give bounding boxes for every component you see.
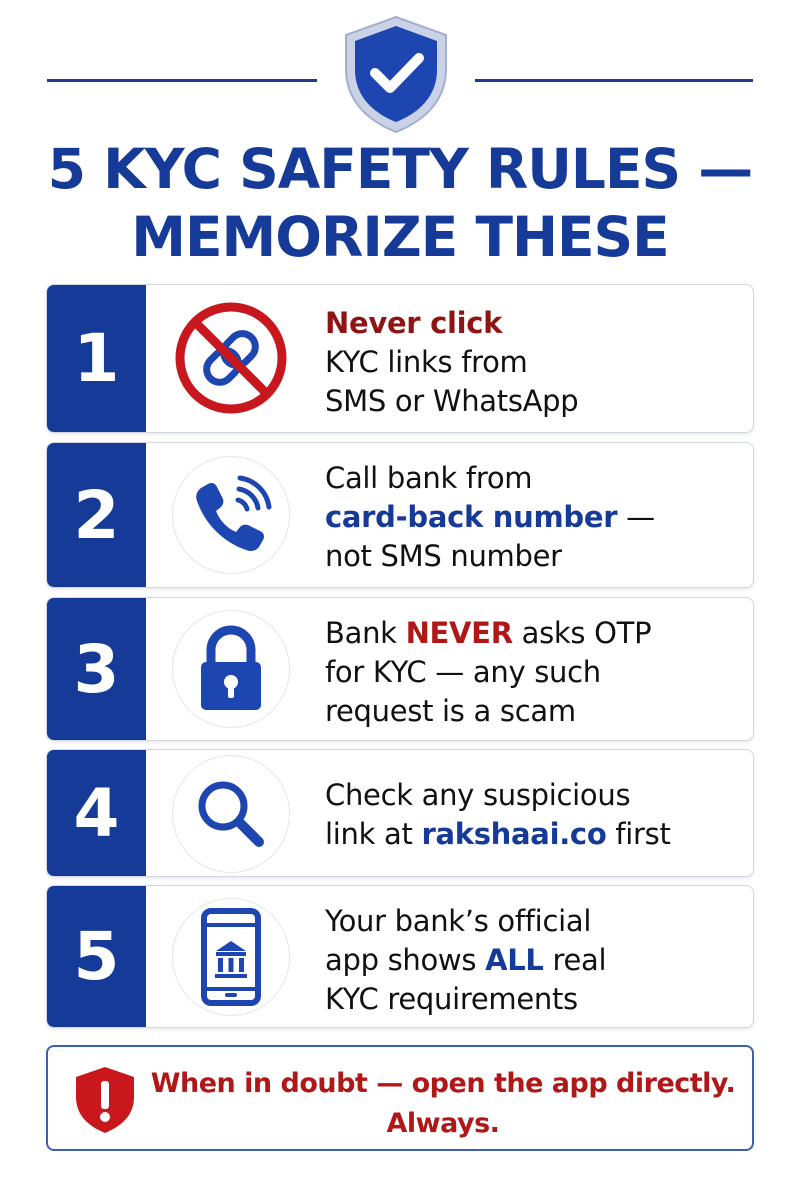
rule-text: [325, 459, 655, 576]
rule-text: [325, 304, 578, 421]
no-link-icon: [172, 299, 290, 417]
rule-line-suffix: real: [543, 943, 607, 977]
footer-line-2: Always.: [386, 1108, 500, 1139]
page-title-line-2: MEMORIZE THESE: [131, 205, 669, 269]
rule-card-3: [46, 597, 754, 741]
rule-highlight: ALL: [485, 943, 544, 977]
rule-text: [325, 776, 671, 854]
rule-line-prefix: Bank: [325, 616, 406, 650]
rule-number-badge: [47, 750, 146, 876]
rule-line: for KYC — any such: [325, 655, 601, 689]
header-divider-right: [475, 79, 753, 82]
rule-line: SMS or WhatsApp: [325, 384, 579, 418]
footer-warning-box: [46, 1045, 754, 1151]
rule-line-suffix: —: [617, 500, 655, 534]
rule-line-prefix: link at: [325, 817, 422, 851]
shield-check-icon: [338, 13, 454, 135]
padlock-icon: [172, 610, 290, 728]
rule-link-text: rakshaai.co: [421, 817, 607, 851]
rule-number-badge: [47, 285, 146, 432]
rule-line: KYC requirements: [325, 982, 578, 1016]
rule-line: Your bank’s official: [325, 904, 592, 938]
rule-line: not SMS number: [325, 539, 562, 573]
rule-line: [325, 815, 671, 854]
rule-number: 3: [73, 630, 120, 708]
rule-line: KYC links from: [325, 345, 528, 379]
rule-line-suffix: asks OTP: [512, 616, 652, 650]
rule-card-1: [46, 284, 754, 433]
rule-number-badge: [47, 443, 146, 587]
rule-line-suffix: first: [606, 817, 671, 851]
rule-number-badge: [47, 598, 146, 740]
header-divider-left: [47, 79, 317, 82]
rule-card-5: [46, 885, 754, 1028]
rule-line: [325, 614, 651, 653]
rule-text: [325, 902, 606, 1019]
rule-line: [325, 498, 655, 537]
rule-highlight: card-back number: [325, 500, 618, 534]
rule-card-4: [46, 749, 754, 877]
bank-app-phone-icon: [172, 898, 290, 1016]
rule-text: [325, 614, 651, 731]
rule-line: Call bank from: [325, 461, 533, 495]
rule-number: 2: [73, 476, 120, 554]
magnifier-icon: [172, 755, 290, 873]
rule-line: [325, 941, 606, 980]
footer-line-1: When in doubt — open the app directly.: [150, 1068, 736, 1099]
rule-highlight: Never click: [325, 306, 503, 340]
rule-number-badge: [47, 886, 146, 1027]
rule-number: 5: [73, 918, 120, 995]
rule-line: Check any suspicious: [325, 778, 631, 812]
footer-message: [148, 1064, 738, 1144]
rule-number: 1: [73, 320, 120, 397]
rule-line: request is a scam: [325, 694, 576, 728]
rule-highlight: NEVER: [405, 616, 513, 650]
phone-call-icon: [172, 456, 290, 574]
page-title-line-1: 5 KYC SAFETY RULES —: [47, 137, 753, 201]
warning-shield-icon: [72, 1065, 138, 1135]
rule-number: 4: [73, 774, 120, 852]
rule-line-prefix: app shows: [325, 943, 486, 977]
rule-card-2: [46, 442, 754, 588]
